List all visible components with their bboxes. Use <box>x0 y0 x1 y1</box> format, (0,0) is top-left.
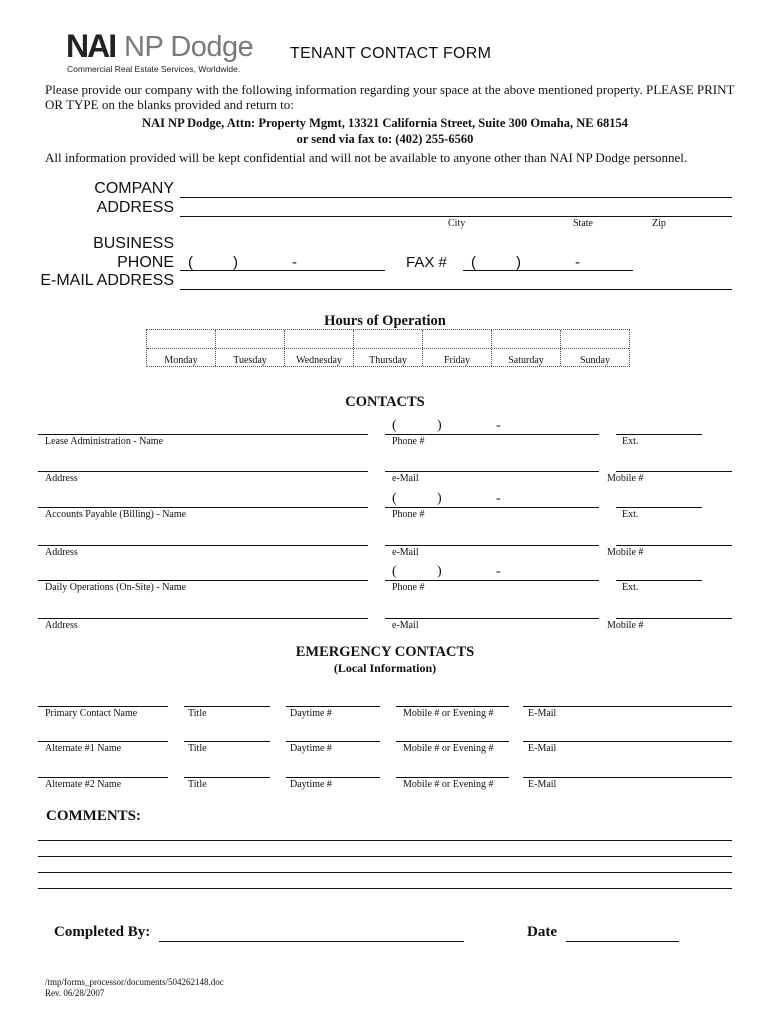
phone-close-paren: ) <box>233 254 238 271</box>
emergency-mobile-field[interactable] <box>396 706 509 707</box>
contact-phone-field[interactable] <box>385 434 599 435</box>
emergency-email-field[interactable] <box>523 777 732 778</box>
logo-tagline: Commercial Real Estate Services, Worldwide. <box>67 64 241 74</box>
contact-phone-close-paren: ) <box>437 491 442 506</box>
zip-label: Zip <box>652 218 666 229</box>
hours-title: Hours of Operation <box>324 313 446 329</box>
completed-by-label: Completed By: <box>54 924 151 940</box>
hours-cell-wednesday[interactable] <box>285 330 354 366</box>
title-label: Title <box>188 743 207 754</box>
phone-label: Phone # <box>392 436 425 447</box>
phone-open-paren: ( <box>188 254 193 271</box>
emergency-title-field[interactable] <box>184 741 270 742</box>
daytime-label: Daytime # <box>290 708 332 719</box>
comments-line-3[interactable] <box>38 872 732 873</box>
emergency-name-field[interactable] <box>38 741 168 742</box>
email-label: E-Mail <box>528 743 557 754</box>
mobile-label: Mobile # <box>607 620 644 631</box>
address-field[interactable] <box>180 216 732 217</box>
phone-label: Phone # <box>392 582 425 593</box>
emergency-title: EMERGENCY CONTACTS <box>295 644 475 660</box>
emergency-mobile-field[interactable] <box>396 777 509 778</box>
hours-cell-thursday[interactable] <box>354 330 423 366</box>
state-label: State <box>573 218 593 229</box>
mobile-evening-label: Mobile # or Evening # <box>403 743 494 754</box>
emergency-subtitle: (Local Information) <box>333 661 437 675</box>
company-field[interactable] <box>180 197 732 198</box>
intro-text: Please provide our company with the following information regarding your space at the above mentioned property. PLEASE PRINT OR TYPE on the blanks provided and return to: <box>45 82 735 112</box>
email-label: e-Mail <box>392 620 419 631</box>
email-label: e-Mail <box>392 547 419 558</box>
phone-dash: - <box>292 254 297 271</box>
contact-email-field[interactable] <box>385 471 599 472</box>
contact-name-field[interactable] <box>38 507 368 508</box>
contact-email-field[interactable] <box>385 618 599 619</box>
address-label: Address <box>45 547 78 558</box>
day-label: Thursday <box>369 355 407 366</box>
fax-dash: - <box>575 254 580 271</box>
confidentiality-note: All information provided will be kept confidential and will not be available to anyone other than NAI NP Dodge personnel. <box>45 150 688 165</box>
email-label: E-Mail <box>528 708 557 719</box>
phone-label: Phone # <box>392 509 425 520</box>
contact-role-label: Lease Administration - Name <box>45 436 164 447</box>
comments-label: COMMENTS: <box>46 808 141 824</box>
emergency-name-field[interactable] <box>38 777 168 778</box>
contact-name-field[interactable] <box>38 434 368 435</box>
contact-phone-close-paren: ) <box>437 418 442 433</box>
ext-label: Ext. <box>622 436 639 447</box>
contact-mobile-field[interactable] <box>616 471 732 472</box>
mobile-label: Mobile # <box>607 473 644 484</box>
email-label: E-Mail <box>528 779 557 790</box>
emergency-email-field[interactable] <box>523 741 732 742</box>
title-label: Title <box>188 708 207 719</box>
comments-line-2[interactable] <box>38 856 732 857</box>
fax-field[interactable] <box>463 270 633 271</box>
mobile-evening-label: Mobile # or Evening # <box>403 779 494 790</box>
hours-cell-sunday[interactable] <box>561 330 629 366</box>
contact-ext-field[interactable] <box>616 580 702 581</box>
address-label: Address <box>45 620 78 631</box>
document-path: /tmp/forms_processor/documents/504262148.doc <box>45 977 224 987</box>
contact-address-field[interactable] <box>38 545 368 546</box>
contact-address-field[interactable] <box>38 618 368 619</box>
contacts-title: CONTACTS <box>345 394 425 410</box>
hours-cell-tuesday[interactable] <box>216 330 285 366</box>
address-label: Address <box>45 473 78 484</box>
hours-cell-friday[interactable] <box>423 330 492 366</box>
logo-mark: NAI <box>66 28 116 64</box>
emergency-title-field[interactable] <box>184 706 270 707</box>
email-field[interactable] <box>180 289 732 290</box>
day-label: Saturday <box>508 355 544 366</box>
contact-phone-field[interactable] <box>385 580 599 581</box>
fax-label: FAX # <box>406 254 447 271</box>
day-label: Friday <box>443 355 471 366</box>
emergency-daytime-field[interactable] <box>286 741 380 742</box>
business-phone-field[interactable] <box>180 270 385 271</box>
title-label: Title <box>188 779 207 790</box>
contact-phone-dash: - <box>496 491 501 506</box>
hours-cell-saturday[interactable] <box>492 330 561 366</box>
email-label: E-MAIL ADDRESS <box>40 272 174 289</box>
contact-mobile-field[interactable] <box>616 618 732 619</box>
contact-ext-field[interactable] <box>616 507 702 508</box>
contact-mobile-field[interactable] <box>616 545 732 546</box>
email-label: e-Mail <box>392 473 419 484</box>
daytime-label: Daytime # <box>290 743 332 754</box>
contact-phone-close-paren: ) <box>437 564 442 579</box>
contact-phone-open-paren: ( <box>392 564 397 579</box>
emergency-name-field[interactable] <box>38 706 168 707</box>
emergency-mobile-field[interactable] <box>396 741 509 742</box>
fax-instruction: or send via fax to: (402) 255-6560 <box>296 132 474 146</box>
form-title: TENANT CONTACT FORM <box>290 45 492 62</box>
return-address: NAI NP Dodge, Attn: Property Mgmt, 13321 California Street, Suite 300 Omaha, NE 68154 <box>142 116 628 130</box>
date-label: Date <box>527 924 557 940</box>
contact-address-field[interactable] <box>38 471 368 472</box>
comments-line-4[interactable] <box>38 888 732 889</box>
ext-label: Ext. <box>622 509 639 520</box>
contact-phone-dash: - <box>496 564 501 579</box>
daytime-label: Daytime # <box>290 779 332 790</box>
ext-label: Ext. <box>622 582 639 593</box>
emergency-title-field[interactable] <box>184 777 270 778</box>
fax-open-paren: ( <box>471 254 476 271</box>
emergency-row-label: Alternate #2 Name <box>45 779 122 790</box>
contact-name-field[interactable] <box>38 580 368 581</box>
fax-close-paren: ) <box>516 254 521 271</box>
contact-ext-field[interactable] <box>616 434 702 435</box>
hours-table <box>146 329 630 367</box>
address-label: ADDRESS <box>96 199 174 216</box>
contact-role-label: Daily Operations (On-Site) - Name <box>45 582 187 593</box>
day-label: Monday <box>164 355 198 366</box>
emergency-daytime-field[interactable] <box>286 777 380 778</box>
day-label: Sunday <box>580 355 610 366</box>
logo-name: NP Dodge <box>124 31 254 63</box>
contact-phone-open-paren: ( <box>392 491 397 506</box>
emergency-email-field[interactable] <box>523 706 732 707</box>
date-field[interactable] <box>566 941 679 942</box>
contact-email-field[interactable] <box>385 545 599 546</box>
revision-date: Rev. 06/28/2007 <box>45 988 105 998</box>
contact-role-label: Accounts Payable (Billing) - Name <box>45 509 187 520</box>
mobile-label: Mobile # <box>607 547 644 558</box>
contact-phone-open-paren: ( <box>392 418 397 433</box>
day-label: Tuesday <box>233 355 267 366</box>
emergency-row-label: Primary Contact Name <box>45 708 138 719</box>
comments-line-1[interactable] <box>38 840 732 841</box>
city-label: City <box>448 218 466 229</box>
emergency-daytime-field[interactable] <box>286 706 380 707</box>
completed-by-field[interactable] <box>159 941 464 942</box>
hours-cell-monday[interactable] <box>147 330 216 366</box>
contact-phone-dash: - <box>496 418 501 433</box>
emergency-row-label: Alternate #1 Name <box>45 743 122 754</box>
mobile-evening-label: Mobile # or Evening # <box>403 708 494 719</box>
phone-label: PHONE <box>117 254 174 271</box>
contact-phone-field[interactable] <box>385 507 599 508</box>
day-label: Wednesday <box>296 355 342 366</box>
company-label: COMPANY <box>94 180 174 197</box>
business-label: BUSINESS <box>93 235 174 252</box>
